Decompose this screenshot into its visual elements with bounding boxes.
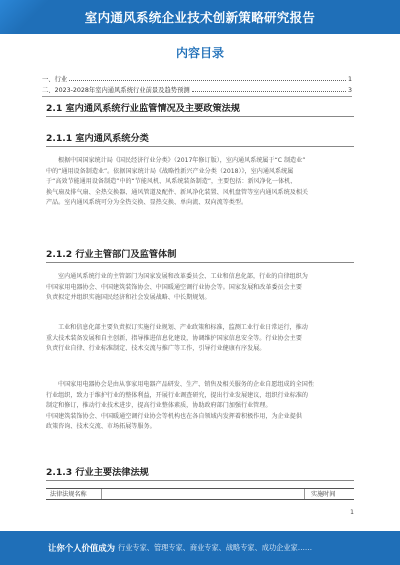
text-line: 产品。室内通风系统可分为全热交换、显热交换、单向流、双向流等类型。 bbox=[46, 199, 248, 207]
paragraph bbox=[46, 272, 354, 304]
text-line: 政策咨询、技术交流、市场拓展等服务。 bbox=[46, 423, 156, 431]
section-heading: 2.1 室内通风系统行业监管情况及主要政策法规 bbox=[46, 103, 241, 114]
report-title: 室内通风系统企业技术创新策略研究报告 bbox=[84, 10, 316, 25]
laws-table bbox=[46, 488, 354, 500]
text-line: 负责拟定并组织实施国民经济和社会发展战略、中长期规划。 bbox=[46, 294, 211, 302]
subsection-divider bbox=[46, 262, 354, 263]
paragraph bbox=[46, 323, 354, 355]
text-line: 中国家用电器协会、中国建筑装饰协会、中国暖通空调行业协会等。国家发展和改革委员会主要 bbox=[46, 283, 302, 291]
text-line: 中的“通用设备制造业”。依据国家统计局《战略性新兴产业分类（2018）》，室内通风系统属 bbox=[46, 167, 294, 175]
table-header-name: 法律法规名称 bbox=[46, 489, 102, 499]
text-line: 室内通风系统行业的主管部门为国家发展和改革委员会、工业和信息化部，行业的自律组织为 bbox=[58, 273, 308, 280]
paragraph bbox=[46, 156, 354, 209]
toc-item-label: 二、2023-2028年室内通风系统行业前景及趋势预测 bbox=[42, 87, 190, 94]
toc-item-page: 1 bbox=[347, 76, 352, 83]
text-line: 重大技术装备发展和自主创新，指导推进信息化建设，协调维护国家信息安全等。行业协会主要 bbox=[46, 334, 302, 342]
toc-leader-dots bbox=[69, 80, 346, 81]
toc-item[interactable] bbox=[42, 72, 352, 83]
footer-tagline: 行业专家、管理专家、商业专家、战略专家、成功企业家…… bbox=[118, 543, 313, 552]
text-line: 工业和信息化部主要负责拟订实施行业规划、产业政策和标准，监测工业行业日常运行，推动 bbox=[58, 324, 308, 331]
subsection-divider bbox=[46, 480, 354, 481]
toc-divider bbox=[42, 96, 352, 97]
subsection-divider bbox=[46, 146, 354, 147]
table-header-blank bbox=[102, 489, 304, 499]
section-divider bbox=[46, 116, 354, 117]
report-footer bbox=[0, 531, 400, 565]
subsection-heading: 2.1.1 室内通风系统分类 bbox=[46, 133, 149, 144]
toc-item-page: 3 bbox=[347, 87, 352, 94]
text-line: 负责行业自律、行业标准制定、技术交流与推广等工作，引导行业健康有序发展。 bbox=[46, 345, 266, 353]
footer-slogan: 让你个人价值成为 bbox=[48, 543, 115, 553]
table-header-date: 实施时间 bbox=[304, 489, 354, 499]
toc-item-label: 一、行业 bbox=[42, 76, 68, 83]
text-line: 换气扇及排气扇、全热交换器、通风管道及配件、新风净化装置、风机盘管等室内通风系统及相关 bbox=[46, 188, 309, 196]
text-line: 于“高效节能通用设备制造”中的“节能风机、风系统装备制造”，主要包括：新风净化一体机、 bbox=[46, 178, 297, 186]
text-line: 中国建筑装饰协会、中国暖通空调行业协会等机构也在各自领域内发挥着积极作用，为企业提供 bbox=[46, 412, 302, 420]
report-header bbox=[0, 0, 400, 34]
subsection-heading: 2.1.2 行业主管部门及监管体制 bbox=[46, 249, 177, 260]
page-number: 1 bbox=[350, 509, 354, 516]
text-line: 行业组织，致力于维护行业的整体利益，开展行业调查研究，提出行业发展建议，组织行业标准的 bbox=[46, 391, 309, 399]
subsection-heading: 2.1.3 行业主要法律法规 bbox=[46, 467, 149, 478]
text-line: 制定和修订，推动行业技术进步，提高行业整体素质，协助政府部门加强行业管理。 bbox=[46, 402, 272, 410]
text-line: 根据中国国家统计局《国民经济行业分类》（2017年修订版），室内通风系统属于“C 制造业” bbox=[58, 157, 306, 164]
paragraph bbox=[46, 380, 354, 433]
toc-leader-dots bbox=[192, 91, 346, 92]
toc-item[interactable] bbox=[42, 83, 352, 94]
toc-title: 内容目录 bbox=[175, 46, 224, 60]
table-of-contents bbox=[42, 72, 352, 94]
text-line: 中国家用电器协会是由从事家用电器产品研发、生产、销售及相关服务的企业自愿组成的全国性 bbox=[58, 381, 314, 388]
